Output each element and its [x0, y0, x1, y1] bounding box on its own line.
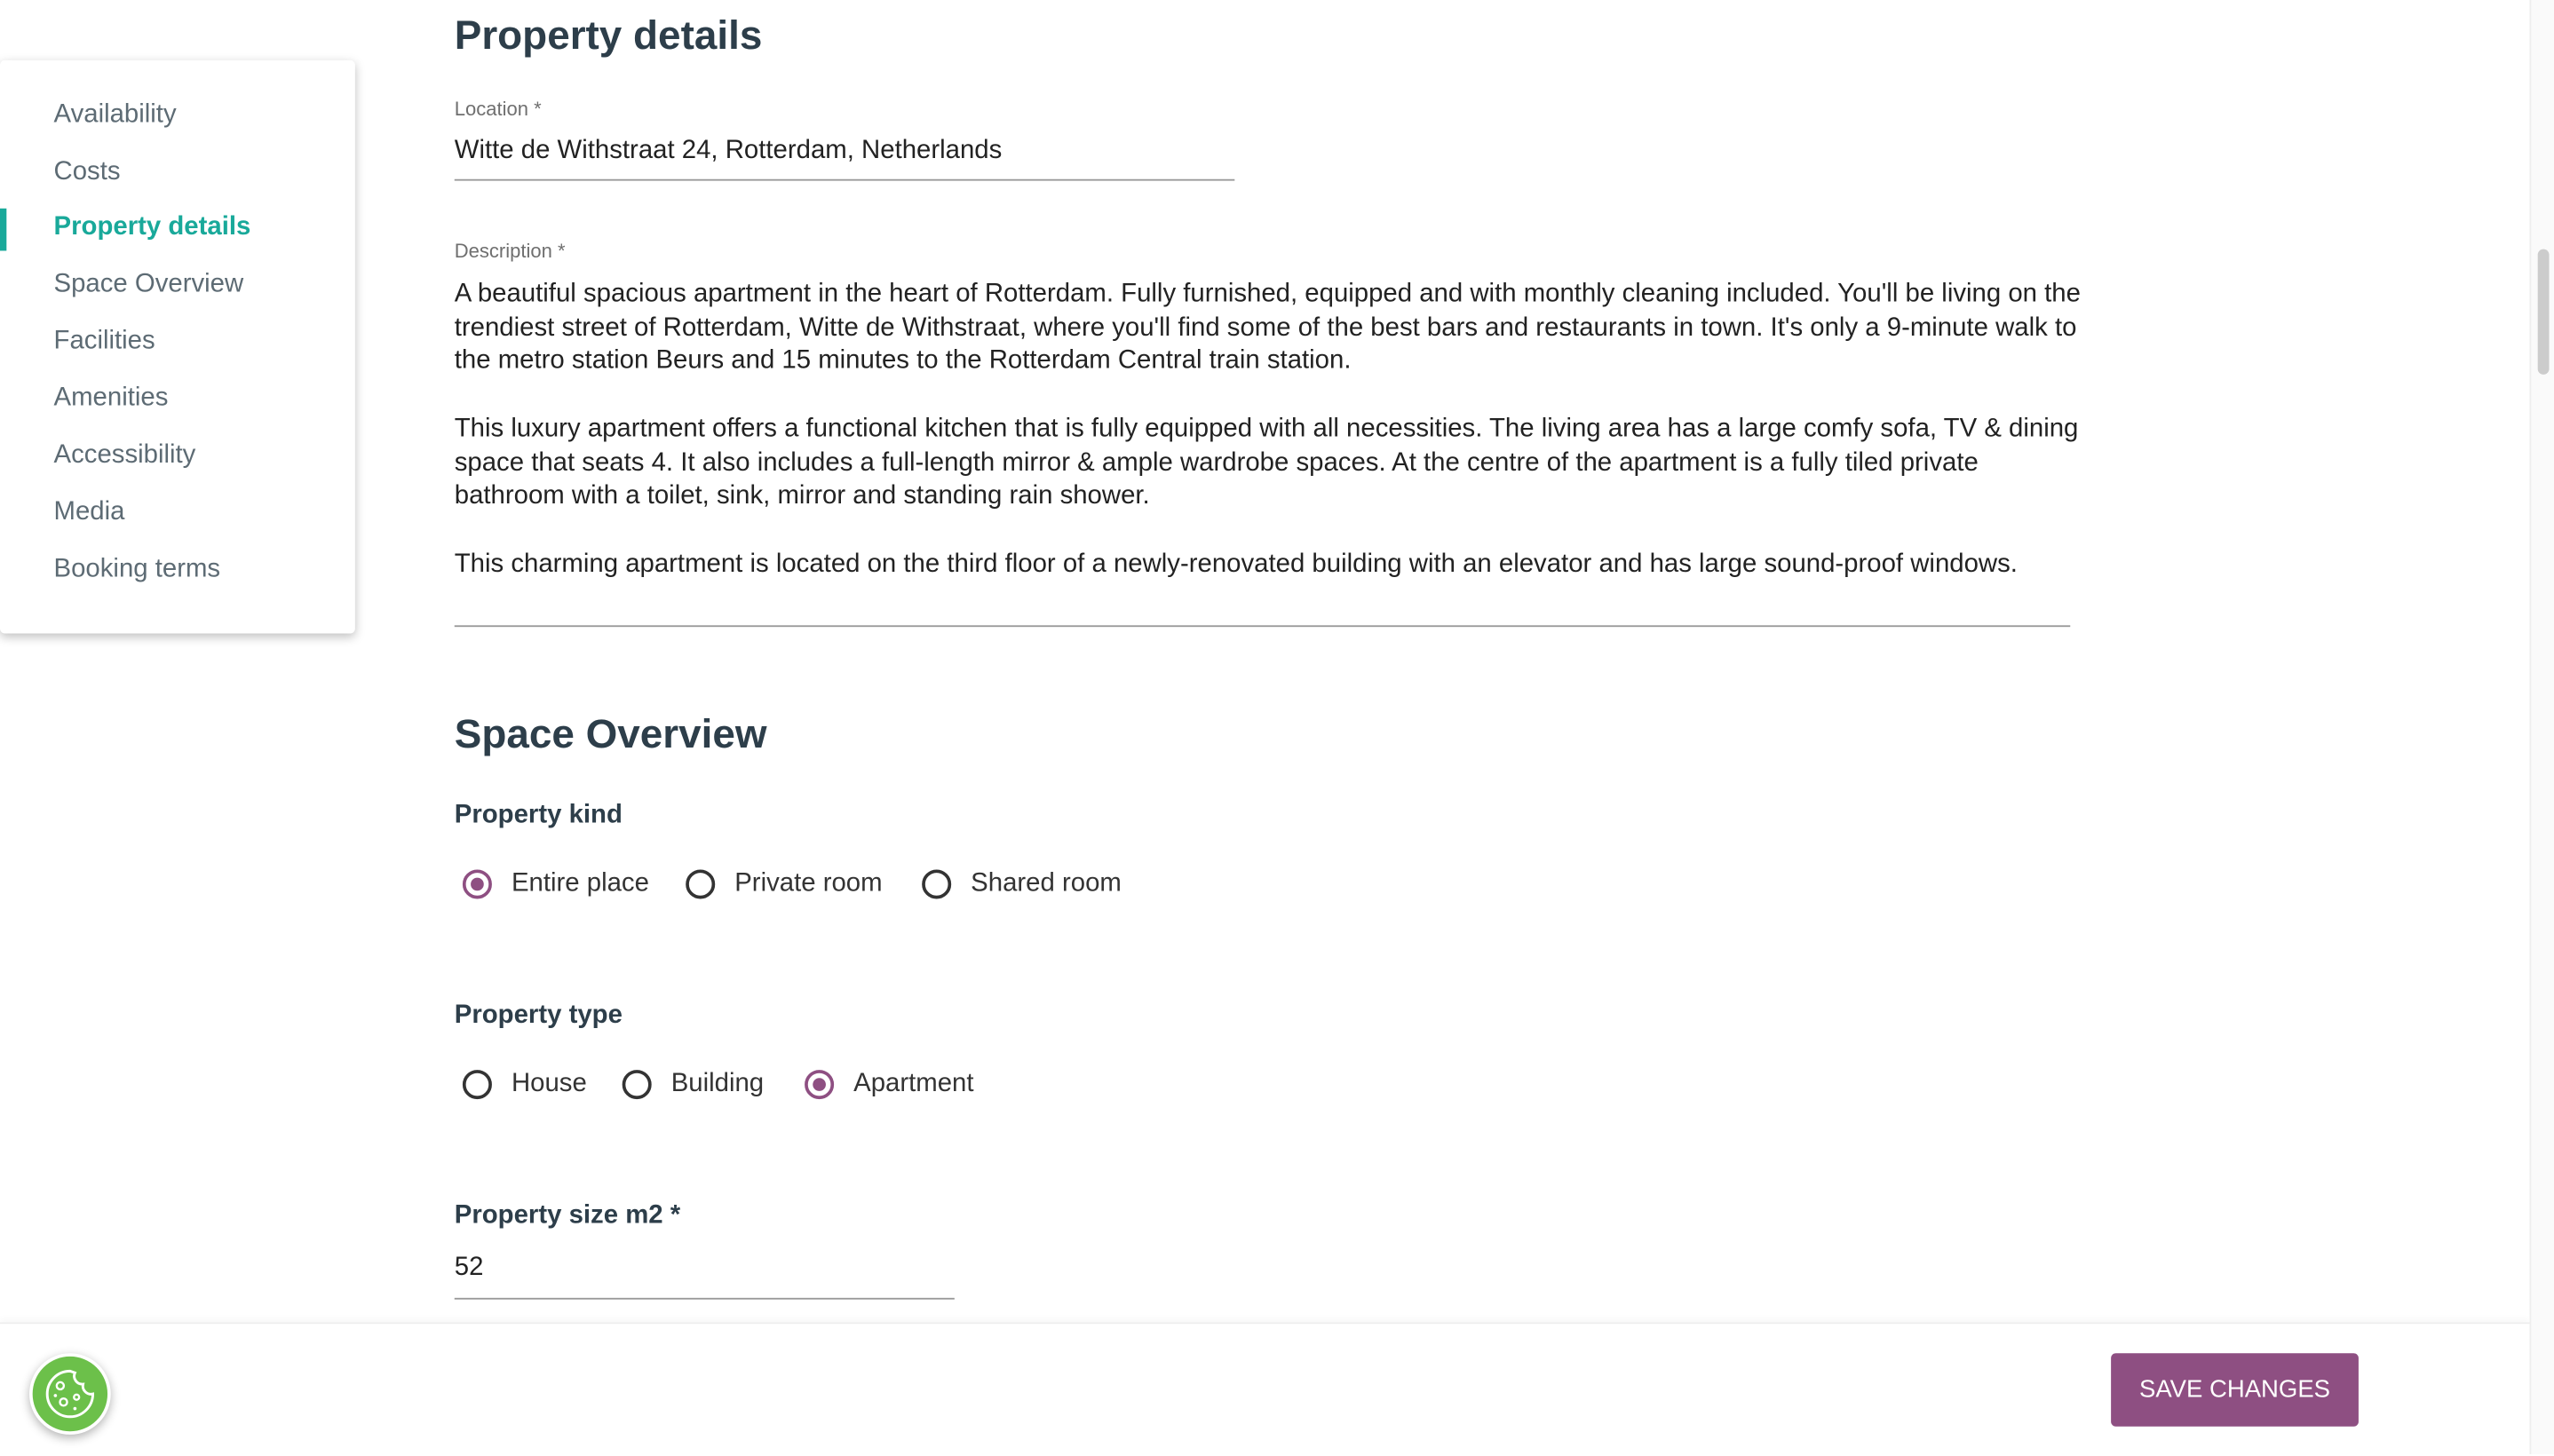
scrollbar-track[interactable] — [2530, 0, 2554, 1454]
radio-label: Shared room — [971, 869, 1122, 898]
location-underline — [455, 179, 1235, 181]
radio-empty-icon — [623, 1070, 652, 1099]
property-size-input[interactable]: 52 — [454, 1254, 484, 1282]
radio-entire-place[interactable] — [463, 869, 649, 898]
radio-empty-icon — [463, 1070, 492, 1099]
description-paragraph: This luxury apartment offers a functional kitchen that is fully equipped with all necessities. The living area has a large comfy sofa, TV & dining space that seats 4. It also includes a full-length mirror & ample wardrobe spaces. At the centre of the apartment is a fully tiled private bathroom with a toilet, sink, mirror and standing rain shower. — [454, 415, 2079, 510]
description-paragraph: This charming apartment is located on the third floor of a newly-renovated building with an elevator and has large sound-proof windows. — [454, 550, 2018, 578]
description-underline — [455, 625, 2071, 627]
location-label: Location * — [454, 98, 542, 121]
sidebar-item-property-details[interactable]: Property details — [53, 213, 251, 241]
section-title-space-overview: Space Overview — [454, 711, 767, 757]
radio-shared-room[interactable] — [922, 869, 1122, 898]
sidebar-item-amenities[interactable]: Amenities — [53, 384, 169, 413]
property-size-label: Property size m2 * — [454, 1201, 681, 1230]
sidebar-item-booking-terms[interactable]: Booking terms — [53, 555, 221, 583]
save-changes-button[interactable]: SAVE CHANGES — [2111, 1353, 2359, 1427]
radio-building[interactable] — [623, 1070, 764, 1099]
cookie-settings-button[interactable] — [29, 1353, 111, 1435]
radio-empty-icon — [686, 869, 715, 898]
description-label: Description * — [454, 239, 566, 263]
sidebar-item-space-overview[interactable]: Space Overview — [53, 270, 244, 298]
section-nav — [0, 60, 355, 634]
location-input[interactable]: Witte de Withstraat 24, Rotterdam, Netherlands — [454, 137, 1003, 165]
description-paragraph: A beautiful spacious apartment in the heart of Rotterdam. Fully furnished, equipped and with monthly cleaning included. You'll be living on the trendiest street of Rotterdam, Witte de Withstraat, where you'll find some of the best bars and restaurants in town. It's only a 9-minute walk to the metro station Beurs and 15 minutes to the Rotterdam Central train station. — [454, 280, 2081, 376]
radio-label: Private room — [734, 869, 883, 898]
radio-private-room[interactable] — [686, 869, 882, 898]
property-type-label: Property type — [454, 1001, 623, 1030]
radio-label: Entire place — [511, 869, 649, 898]
active-indicator — [0, 209, 6, 251]
description-textarea[interactable] — [455, 279, 2083, 616]
sidebar-item-availability[interactable]: Availability — [53, 100, 177, 129]
radio-house[interactable] — [463, 1070, 587, 1099]
radio-label: House — [511, 1070, 587, 1098]
scrollbar-thumb[interactable] — [2538, 249, 2550, 375]
radio-selected-icon — [805, 1070, 834, 1099]
radio-label: Building — [670, 1070, 765, 1098]
sidebar-item-accessibility[interactable]: Accessibility — [53, 441, 196, 470]
property-size-underline — [455, 1298, 955, 1300]
sidebar-item-facilities[interactable]: Facilities — [53, 327, 155, 355]
sidebar-item-costs[interactable]: Costs — [53, 157, 121, 186]
radio-apartment[interactable] — [805, 1070, 973, 1099]
radio-label: Apartment — [853, 1070, 974, 1098]
section-title-property-details: Property details — [454, 12, 763, 59]
radio-empty-icon — [922, 869, 951, 898]
property-kind-label: Property kind — [454, 801, 623, 829]
cookie-icon — [43, 1366, 98, 1421]
radio-selected-icon — [463, 869, 492, 898]
sidebar-item-media[interactable]: Media — [53, 498, 125, 526]
